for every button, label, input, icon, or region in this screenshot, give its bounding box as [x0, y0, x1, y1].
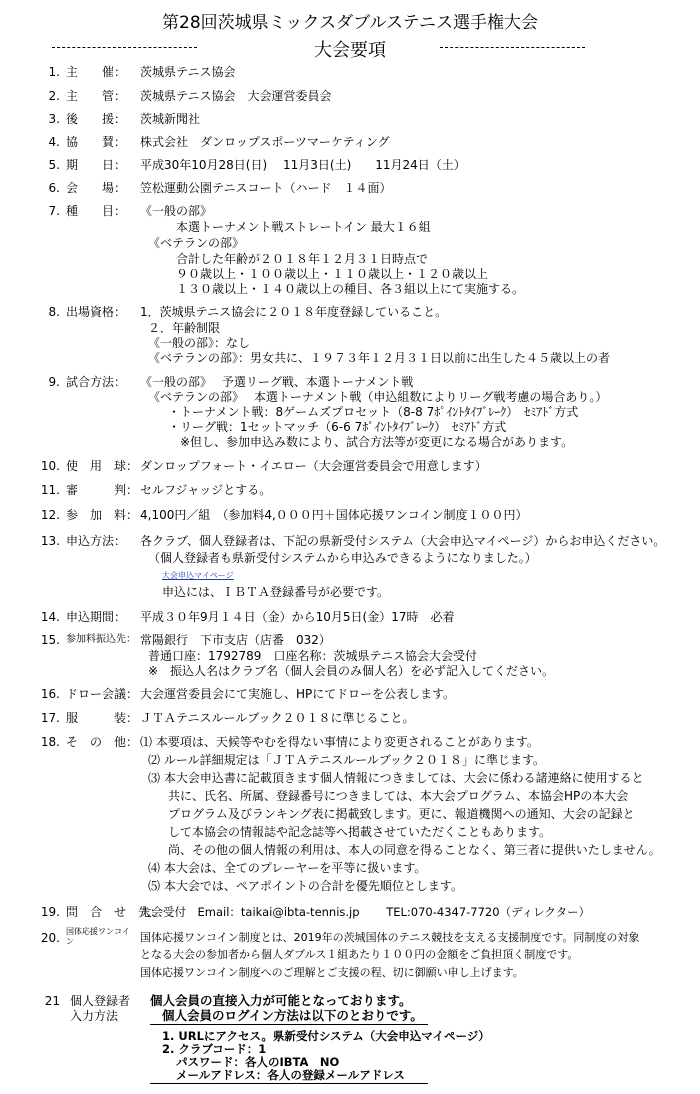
item-15-line2: 普通口座：1792789 口座名称：茨城県テニス協会大会受付 [148, 649, 477, 663]
item-18-line4: 共に、氏名、所属、登録番号につきましては、本大会プログラム、本協会HPの本大会 [168, 789, 629, 803]
item-9-line4: ・リーグ戦：1セットマッチ（6-6 7ﾎﾟｲﾝﾄﾀｲﾌﾞﾚｰｸ） ｾﾐｱﾄﾞ方式 [168, 420, 507, 434]
item-7-line5: １３０歳以上・１４０歳以上の種目、各３組以上にて実施する。 [176, 282, 525, 296]
item-7-line1: 本選トーナメント戦ストレートイン 最大１６組 [176, 220, 431, 234]
item-8-line4: 《ベテランの部》：男女共に、１９７３年１２月３１日以前に出生した４５歳以上の者 [148, 351, 611, 365]
divider-top [150, 1024, 428, 1025]
item-13-line2: （個人登録者も県新受付システムから申込みできるようになりました。） [148, 551, 537, 565]
document-title: 第28回茨城県ミックスダブルステニス選手権大会 [162, 13, 538, 33]
item-20-line3: 国体応援ワンコイン制度へのご理解とご支援の程、切に御願い申し上げます。 [140, 966, 524, 979]
item-21-line6: メールアドレス：各人の登録メールアドレス [176, 1068, 405, 1082]
entry-mypage-link[interactable]: 大会申込マイページ [162, 571, 234, 580]
item-7-line3: 合計した年齢が２０１８年１２月３１日時点で [176, 252, 429, 266]
item-18-line6: して本協会の情報誌や記念誌等へ掲載させていただくこともあります。 [168, 825, 552, 839]
item-18-line8: ⑷ 本大会は、全てのプレーヤーを平等に扱います。 [148, 861, 427, 875]
item-9-line2: 《ベテランの部》 本選トーナメント戦（申込組数によりリーグ戦考慮の場合あり。） [148, 390, 608, 404]
item-21-line4: 2. クラブコード：1 [162, 1042, 267, 1056]
document-subtitle: 大会要項 [314, 40, 386, 61]
item-21-line3: 1. URLにアクセス。県新受付システム（大会申込マイページ） [162, 1029, 490, 1043]
item-9-line3: ・トーナメント戦：8ゲームズプロセット（8-8 7ﾎﾟｲﾝﾄﾀｲﾌﾞﾚｰｸ） ｾﾐｱﾄﾞ方式 [168, 405, 579, 419]
item-21-line5: パスワード：各人のIBTA NO [176, 1055, 340, 1069]
item-18-line7: 尚、その他の個人情報の利用は、本人の同意を得ることなく、第三者に提供いたしません。 [168, 843, 661, 857]
item-7-line4: ９０歳以上・１００歳以上・１１０歳以上・１２０歳以上 [176, 267, 489, 281]
item-7-line2: 《ベテランの部》 [148, 236, 245, 250]
item-9-line5: ※但し、参加申込み数により、試合方法等が変更になる場合があります。 [180, 435, 574, 449]
item-18-line2: ⑵ ルール詳細規定は「ＪＴＡテニスルールブック２０１８」に準じます。 [148, 753, 546, 767]
item-18-line3: ⑶ 本大会申込書に記載頂きます個人情報につきましては、大会に係わる諸連絡に使用すると [148, 771, 644, 785]
divider-right [440, 47, 585, 48]
item-20-line2: となる大会の参加者から個人ダブルス１組あたり１００円の金額をご負担頂く制度です。 [140, 948, 579, 961]
item-8-line3: 《一般の部》：なし [148, 336, 251, 350]
item-18-line9: ⑸ 本大会では、ペアポイントの合計を優先順位とします。 [148, 879, 463, 893]
item-18-line5: プログラム及びランキング表に掲載致します。更に、報道機関への通知、大会の記録と [168, 807, 635, 821]
item-15-line3: ※ 振込人名はクラブ名（個人会員のみ個人名）を必ず記入してください。 [148, 664, 555, 678]
divider-bottom [150, 1083, 428, 1084]
item-8-line2: ２．年齢制限 [148, 321, 221, 335]
item-13-line3: 申込には、ＩＢＴＡ登録番号が必要です。 [162, 585, 390, 599]
